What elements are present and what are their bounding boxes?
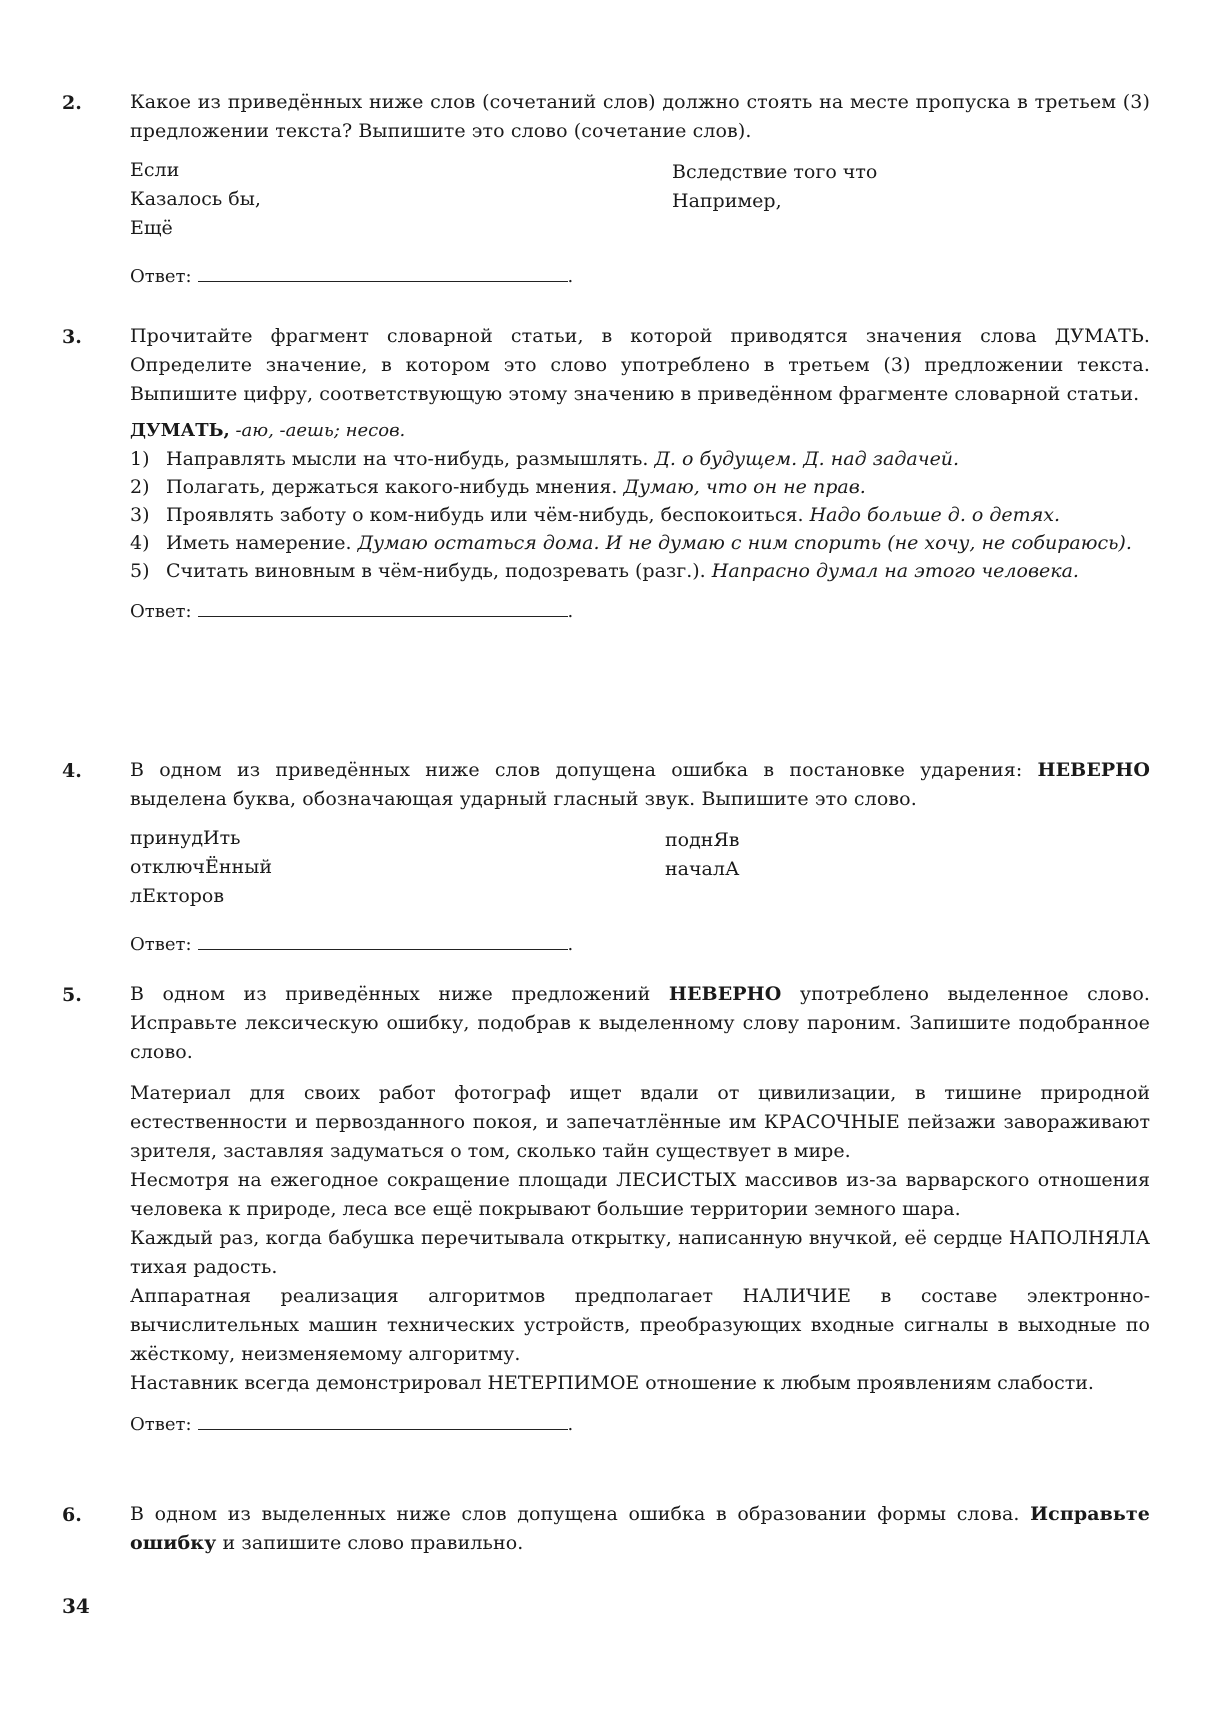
answer-row: Ответ: . (130, 934, 574, 955)
question-text: употреблено выделенное слово. Исправьте лексическую ошибку, подобрав к выделенному слову пароним. Запишите подобранное слово. (130, 983, 1150, 1063)
headword: ДУМАТЬ, (130, 420, 230, 441)
meaning-item (130, 501, 1150, 529)
meaning-text: Проявлять заботу о ком-нибудь или чём-нибудь, беспокоиться. (166, 504, 810, 526)
option: Вследствие того что (672, 161, 878, 183)
sentence: Наставник всегда демонстрировал НЕТЕРПИМОЕ отношение к любым проявлениям слабости. (130, 1372, 1094, 1394)
answer-label: Ответ: (130, 1414, 192, 1435)
question-emphasis: НЕВЕРНО (668, 983, 782, 1005)
sentence: Материал для своих работ фотограф ищет вдали от цивилизации, в тишине природной естественности и первозданного покоя, и запечатлённые им КРАСОЧНЫЕ пейзажи завораживают зрителя, заставляя задуматься о том, сколько тайн существует в мире. (130, 1082, 1150, 1162)
sentence: Аппаратная реализация алгоритмов предполагает НАЛИЧИЕ в составе электронно-вычислительных машин технических устройств, преобразующих входные сигналы в выходные по жёсткому, неизменяемому алгоритму. (130, 1285, 1150, 1365)
meaning-number: 2) (130, 476, 150, 498)
option: Ещё (130, 217, 173, 239)
meaning-text: Считать виновным в чём-нибудь, подозревать (разг.). (166, 560, 712, 582)
answer-field[interactable] (198, 602, 568, 617)
question-text: В одном из приведённых ниже слов допущена ошибка в постановке ударения: (130, 759, 1038, 781)
option: началА (665, 858, 740, 880)
meaning-example: Напрасно думал на этого человека. (711, 560, 1079, 582)
meanings-list (130, 445, 1150, 585)
option: Если (130, 159, 180, 181)
grammar-note: -аю, -аешь; несов. (229, 420, 406, 441)
question-emphasis: Исправьте ошибку (130, 1503, 1150, 1554)
option: Казалось бы, (130, 188, 261, 210)
page-number: 34 (62, 1594, 90, 1618)
answer-label: Ответ: (130, 266, 192, 287)
question-text: В одном из приведённых ниже предложений (130, 983, 669, 1005)
option: поднЯв (665, 829, 740, 851)
task-question (130, 980, 1150, 1067)
task-question: Прочитайте фрагмент словарной статьи, в которой приводятся значения слова ДУМАТЬ. Определите значение, в котором это слово употреблено в третьем (3) предложении текста. Выпишите цифру, соответствующую этому значению в приведённом фрагменте словарной статьи. (130, 325, 1150, 405)
meaning-item (130, 557, 1150, 585)
question-text: и запишите слово правильно. (216, 1532, 524, 1554)
meaning-item (130, 529, 1150, 557)
task-number: 5. (62, 984, 82, 1006)
option: лЕкторов (130, 885, 225, 907)
sentences-list (130, 1079, 1150, 1398)
option: Например, (672, 190, 782, 212)
meaning-example: Надо больше д. о детях. (809, 504, 1061, 526)
task-number: 4. (62, 760, 82, 782)
option: принудИть (130, 827, 241, 849)
answer-field[interactable] (198, 1415, 568, 1430)
meaning-number: 1) (130, 448, 150, 470)
question-emphasis: НЕВЕРНО (1037, 759, 1150, 781)
dictionary-headword (130, 417, 1150, 445)
meaning-item (130, 445, 1150, 473)
answer-row: Ответ: . (130, 266, 574, 287)
task-question (130, 756, 1150, 814)
meaning-number: 4) (130, 532, 150, 554)
option: отключЁнный (130, 856, 272, 878)
meaning-example: Д. о будущем. Д. над задачей. (654, 448, 960, 470)
task-question (130, 1500, 1150, 1558)
options-list (130, 824, 1150, 914)
meaning-text: Направлять мысли на что-нибудь, размышлять. (166, 448, 655, 470)
answer-label: Ответ: (130, 601, 192, 622)
options-list (130, 156, 1150, 246)
meaning-text: Полагать, держаться какого-нибудь мнения. (166, 476, 624, 498)
answer-field[interactable] (198, 935, 568, 950)
meaning-text: Иметь намерение. (166, 532, 358, 554)
answer-label: Ответ: (130, 934, 192, 955)
meaning-example: Думаю, что он не прав. (623, 476, 866, 498)
meaning-number: 3) (130, 504, 150, 526)
question-text: В одном из выделенных ниже слов допущена ошибка в образовании формы слова. (130, 1503, 1031, 1525)
task-number: 6. (62, 1504, 82, 1526)
answer-row: Ответ: . (130, 1414, 574, 1435)
meaning-example: Думаю остаться дома. И не думаю с ним спорить (не хочу, не собираюсь). (357, 532, 1132, 554)
answer-field[interactable] (198, 267, 568, 282)
task-number: 3. (62, 326, 82, 348)
answer-row: Ответ: . (130, 601, 574, 622)
sentence: Несмотря на ежегодное сокращение площади ЛЕСИСТЫХ массивов из-за варварского отношения человека к природе, леса все ещё покрывают большие территории земного шара. (130, 1169, 1150, 1220)
question-text: выделена буква, обозначающая ударный гласный звук. Выпишите это слово. (130, 788, 917, 810)
sentence: Каждый раз, когда бабушка перечитывала открытку, написанную внучкой, её сердце НАПОЛНЯЛА тихая радость. (130, 1227, 1150, 1278)
task-question: Какое из приведённых ниже слов (сочетаний слов) должно стоять на месте пропуска в третьем (3) предложении текста? Выпишите это слово (сочетание слов). (130, 91, 1150, 142)
meaning-item (130, 473, 1150, 501)
meaning-number: 5) (130, 560, 150, 582)
task-number: 2. (62, 92, 82, 114)
